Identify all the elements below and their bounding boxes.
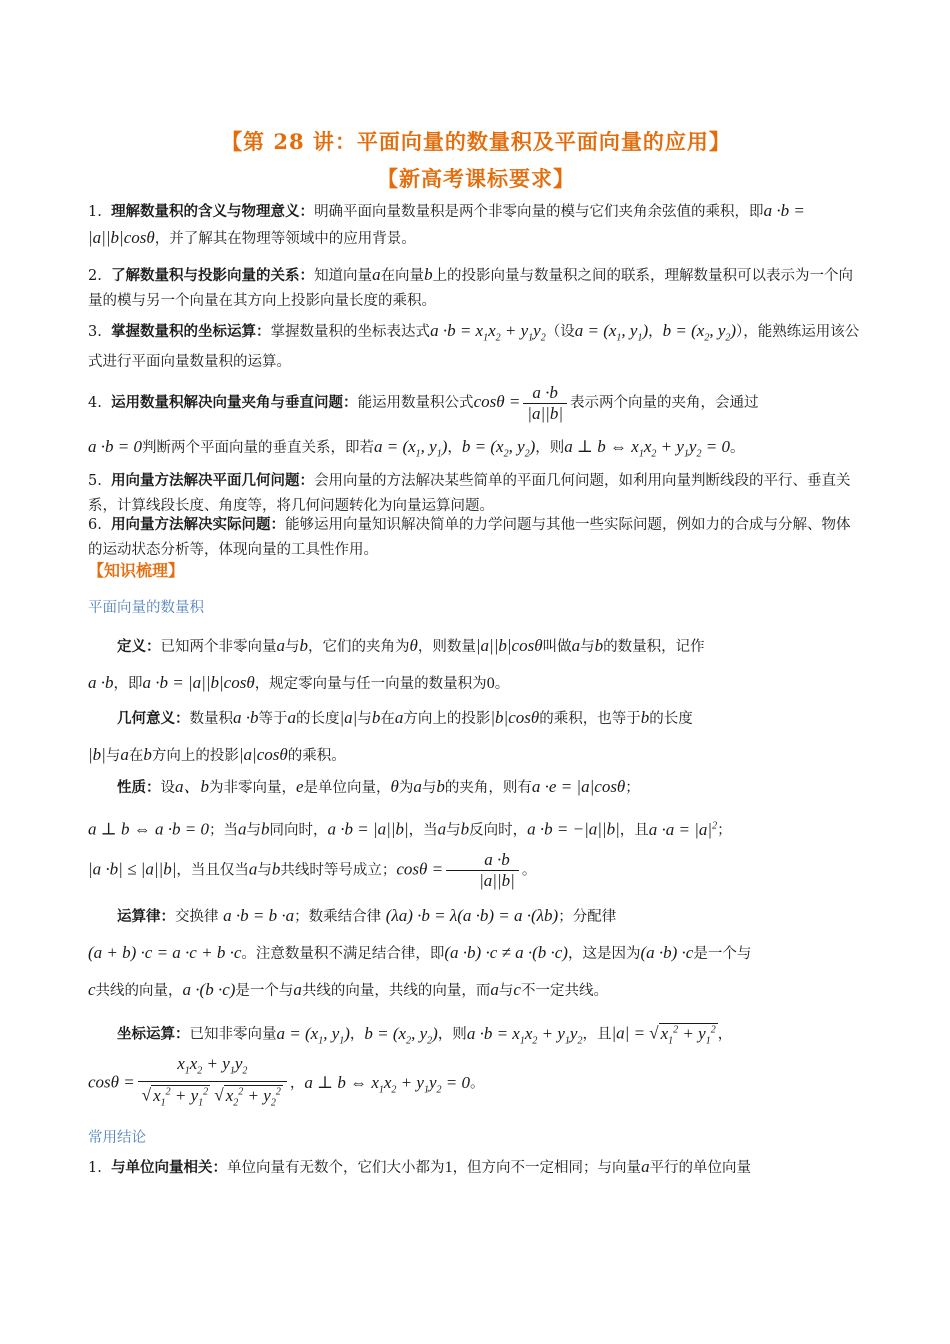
section-heading-knowledge: 【知识梳理】: [88, 561, 185, 580]
section-heading-requirements: 【新高考课标要求】: [377, 166, 575, 191]
definition-paragraph: 定义：已知两个非零向量a与b，它们的夹角为θ，则数量|a||b|cosθ叫做a与b的数量积，记作 a ·b，即a ·b = |a||b|cosθ，规定零向量与任一向量的数量积为0。: [88, 636, 705, 692]
lecture-title: 【第 28 讲：平面向量的数量积及平面向量的应用】: [221, 129, 731, 154]
geometric-meaning-paragraph: 几何意义：数量积a ·b等于a的长度|a|与b在a方向上的投影|b|cosθ的乘积，也等于b的长度 |b|与a在b方向上的投影|a|cosθ的乘积。: [88, 708, 693, 764]
coordinate-cos-formula: cosθ = $\frac{x_1x_2 + y_1y_2}{√ x_1^2 + y_1^2 √ x_2^2 + y_2^2}$ ，a ⊥ b ⇔ $x_1x_2 + y_1y_2 = 0$。: [88, 1054, 485, 1109]
subheading-common-conclusions: 常用结论: [88, 1130, 146, 1146]
coordinate-operation-paragraph: 坐标运算：已知非零向量$a = (x_1$, $y_1$)，$b = (x_2$, $y_2$)，则$a \cdot b = x_1x_2 + y_1y_2$，且|a| = √ $x_1^2 + y_1^2$ ，: [117, 1023, 733, 1047]
requirement-3: 3. 掌握数量积的坐标运算：掌握数量积的坐标表达式$a \cdot b = x_1x_2 + y_1y_2$（设$a = (x_1$, $y_1$)，$b = (x_2$, $y_2$)），能熟练运用该公式进行平面向量数量积的运算。: [88, 321, 860, 371]
requirement-1: 1. 理解数量积的含义与物理意义：明确平面向量数量积是两个非零向量的模与它们夹角余弦值的乘积，即a ·b = |a||b|cosθ，并了解其在物理等领域中的应用背景。: [88, 201, 805, 247]
requirement-2: 2. 了解数量积与投影向量的关系：知道向量a在向量b上的投影向量与数量积之间的联系，理解数量积可以表示为一个向量的模与另一个向量在其方向上投影向量长度的乘积。: [88, 265, 854, 309]
properties-paragraph: 性质：设a、b为非零向量，e是单位向量，θ为a与b的夹角，则有a ·e = |a|cosθ； a ⊥ b ⇔ a ·b = 0；当a与b同向时，a ·b = |a||b|，当a与b反向时，a ·b = −|a||b|，且$a \cdot a = |a|^2$； |a ·b| ≤ |a||b|，当且仅当a与b共线时等号成立；cosθ = $\frac{a \cdot b}{|a||b|}$ 。: [88, 777, 732, 890]
fraction-cos: $\frac{a \cdot b}{|a||b|}$: [523, 383, 567, 424]
formula-dot-product: a ·b = |a||b|cosθ: [88, 201, 805, 247]
requirement-6: 6. 用向量方法解决实际问题：能够运用向量知识解决简单的力学问题与其他一些实际问题，例如力的合成与分解、物体的运动状态分析等，体现向量的工具性作用。: [88, 516, 851, 558]
operation-laws-paragraph: 运算律：交换律 a ·b = b ·a；数乘结合律 (λa) ·b = λ(a ·b) = a ·(λb)；分配律 (a + b) ·c = a ·c + b ·c。注意数量积不满足结合律，即(a ·b) ·c ≠ a ·(b ·c)，这是因为(a ·b) ·c是一个与 c共线的向量，a ·(b ·c)是一个与a共线的向量，共线的向量，而a与c不一定共线。: [88, 906, 752, 999]
conclusion-1: 1. 与单位向量相关：单位向量有无数个，它们大小都为1，但方向不一定相同；与向量a平行的单位向量: [88, 1157, 752, 1176]
subheading-dot-product: 平面向量的数量积: [88, 600, 204, 616]
requirement-4: 4. 运用数量积解决向量夹角与垂直问题：能运用数量积公式cosθ = $\frac{a \cdot b}{|a||b|}$ 表示两个向量的夹角，会通过 a ·b = 0判断两个平面向量的垂直关系，即若$a = (x_1$, $y_1$)，$b = (x_2$, $y_2$)，则a ⊥ b ⇔ $x_1x_2 + y_1y_2 = 0$。: [88, 382, 759, 460]
requirement-5: 5. 用向量方法解决平面几何问题：会用向量的方法解决某些简单的平面几何问题，如利用向量判断线段的平行、垂直关系，计算线段长度、角度等，将几何问题转化为向量运算问题。: [88, 472, 851, 514]
